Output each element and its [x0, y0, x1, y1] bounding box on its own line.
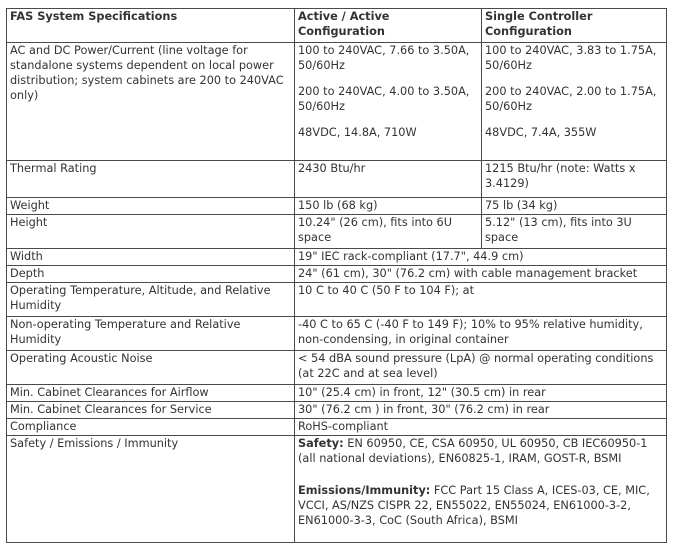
weight-single-controller: 75 lb (34 kg) [482, 198, 667, 215]
table-row [7, 215, 667, 249]
header-row [7, 9, 667, 43]
width-value: 19" IEC rack-compliant (17.7", 44.9 cm) [295, 249, 667, 266]
table-row [7, 161, 667, 198]
row-label: Depth [7, 266, 295, 283]
row-label: Thermal Rating [7, 161, 295, 198]
safety-title: Safety: [298, 437, 344, 450]
header-active-active: Active / Active Configuration [295, 9, 482, 43]
height-active-active: 10.24" (26 cm), fits into 6U space [295, 215, 482, 249]
row-label: Weight [7, 198, 295, 215]
row-label: Operating Acoustic Noise [7, 351, 295, 385]
compliance-value: RoHS-compliant [295, 419, 667, 436]
table-row [7, 266, 667, 283]
emissions-title: Emissions/Immunity: [298, 484, 431, 497]
height-single-controller: 5.12" (13 cm), fits into 3U space [482, 215, 667, 249]
table-row [7, 249, 667, 266]
op-temp-value: 10 C to 40 C (50 F to 104 F); at [295, 283, 667, 317]
airflow-value: 10" (25.4 cm) in front, 12" (30.5 cm) in rear [295, 385, 667, 402]
noise-value: < 54 dBA sound pressure (LpA) @ normal operating conditions (at 22C and at sea level) [295, 351, 667, 385]
power-sc-line1: 100 to 240VAC, 3.83 to 1.75A, 50/60Hz [485, 44, 657, 72]
table-row [7, 402, 667, 419]
table-row [7, 43, 667, 161]
row-label: Operating Temperature, Altitude, and Relative Humidity [7, 283, 295, 317]
table-row [7, 198, 667, 215]
row-label: Min. Cabinet Clearances for Service [7, 402, 295, 419]
table-row [7, 436, 667, 543]
emissions-text: FCC Part 15 Class A, ICES-03, CE, MIC, VCCI, AS/NZS CISPR 22, EN55022, EN55024, EN61000-3-2, EN61000-3-3, CoC (South Africa), BSMI [298, 484, 650, 527]
row-label: Min. Cabinet Clearances for Airflow [7, 385, 295, 402]
row-label: Height [7, 215, 295, 249]
power-aa-line2: 200 to 240VAC, 4.00 to 3.50A, 50/60Hz [298, 85, 470, 113]
table-row [7, 351, 667, 385]
table-row [7, 419, 667, 436]
power-single-controller [482, 43, 667, 161]
table-row [7, 385, 667, 402]
power-sc-line3: 48VDC, 7.4A, 355W [485, 126, 597, 139]
header-specs: FAS System Specifications [7, 9, 295, 43]
spec-table [6, 8, 667, 543]
nonop-temp-value: -40 C to 65 C (-40 F to 149 F); 10% to 95% relative humidity, non-condensing, in original container [295, 317, 667, 351]
row-label: Width [7, 249, 295, 266]
safety-text: EN 60950, CE, CSA 60950, UL 60950, CB IEC60950-1 (all national deviations), EN60825-1, IRAM, GOST-R, BSMI [298, 437, 648, 465]
power-aa-line3: 48VDC, 14.8A, 710W [298, 126, 417, 139]
thermal-active-active: 2430 Btu/hr [295, 161, 482, 198]
table-row [7, 317, 667, 351]
row-label: AC and DC Power/Current (line voltage for standalone systems dependent on local power distribution; system cabinets are 200 to 240VAC only) [7, 43, 295, 161]
row-label: Non-operating Temperature and Relative Humidity [7, 317, 295, 351]
power-sc-line2: 200 to 240VAC, 2.00 to 1.75A, 50/60Hz [485, 85, 657, 113]
table-row [7, 283, 667, 317]
service-value: 30" (76.2 cm ) in front, 30" (76.2 cm) in rear [295, 402, 667, 419]
power-aa-line1: 100 to 240VAC, 7.66 to 3.50A, 50/60Hz [298, 44, 470, 72]
depth-value: 24" (61 cm), 30" (76.2 cm) with cable management bracket [295, 266, 667, 283]
thermal-single-controller: 1215 Btu/hr (note: Watts x 3.4129) [482, 161, 667, 198]
row-label: Safety / Emissions / Immunity [7, 436, 295, 543]
weight-active-active: 150 lb (68 kg) [295, 198, 482, 215]
power-active-active [295, 43, 482, 161]
safety-value [295, 436, 667, 543]
row-label: Compliance [7, 419, 295, 436]
header-single-controller: Single Controller Configuration [482, 9, 667, 43]
